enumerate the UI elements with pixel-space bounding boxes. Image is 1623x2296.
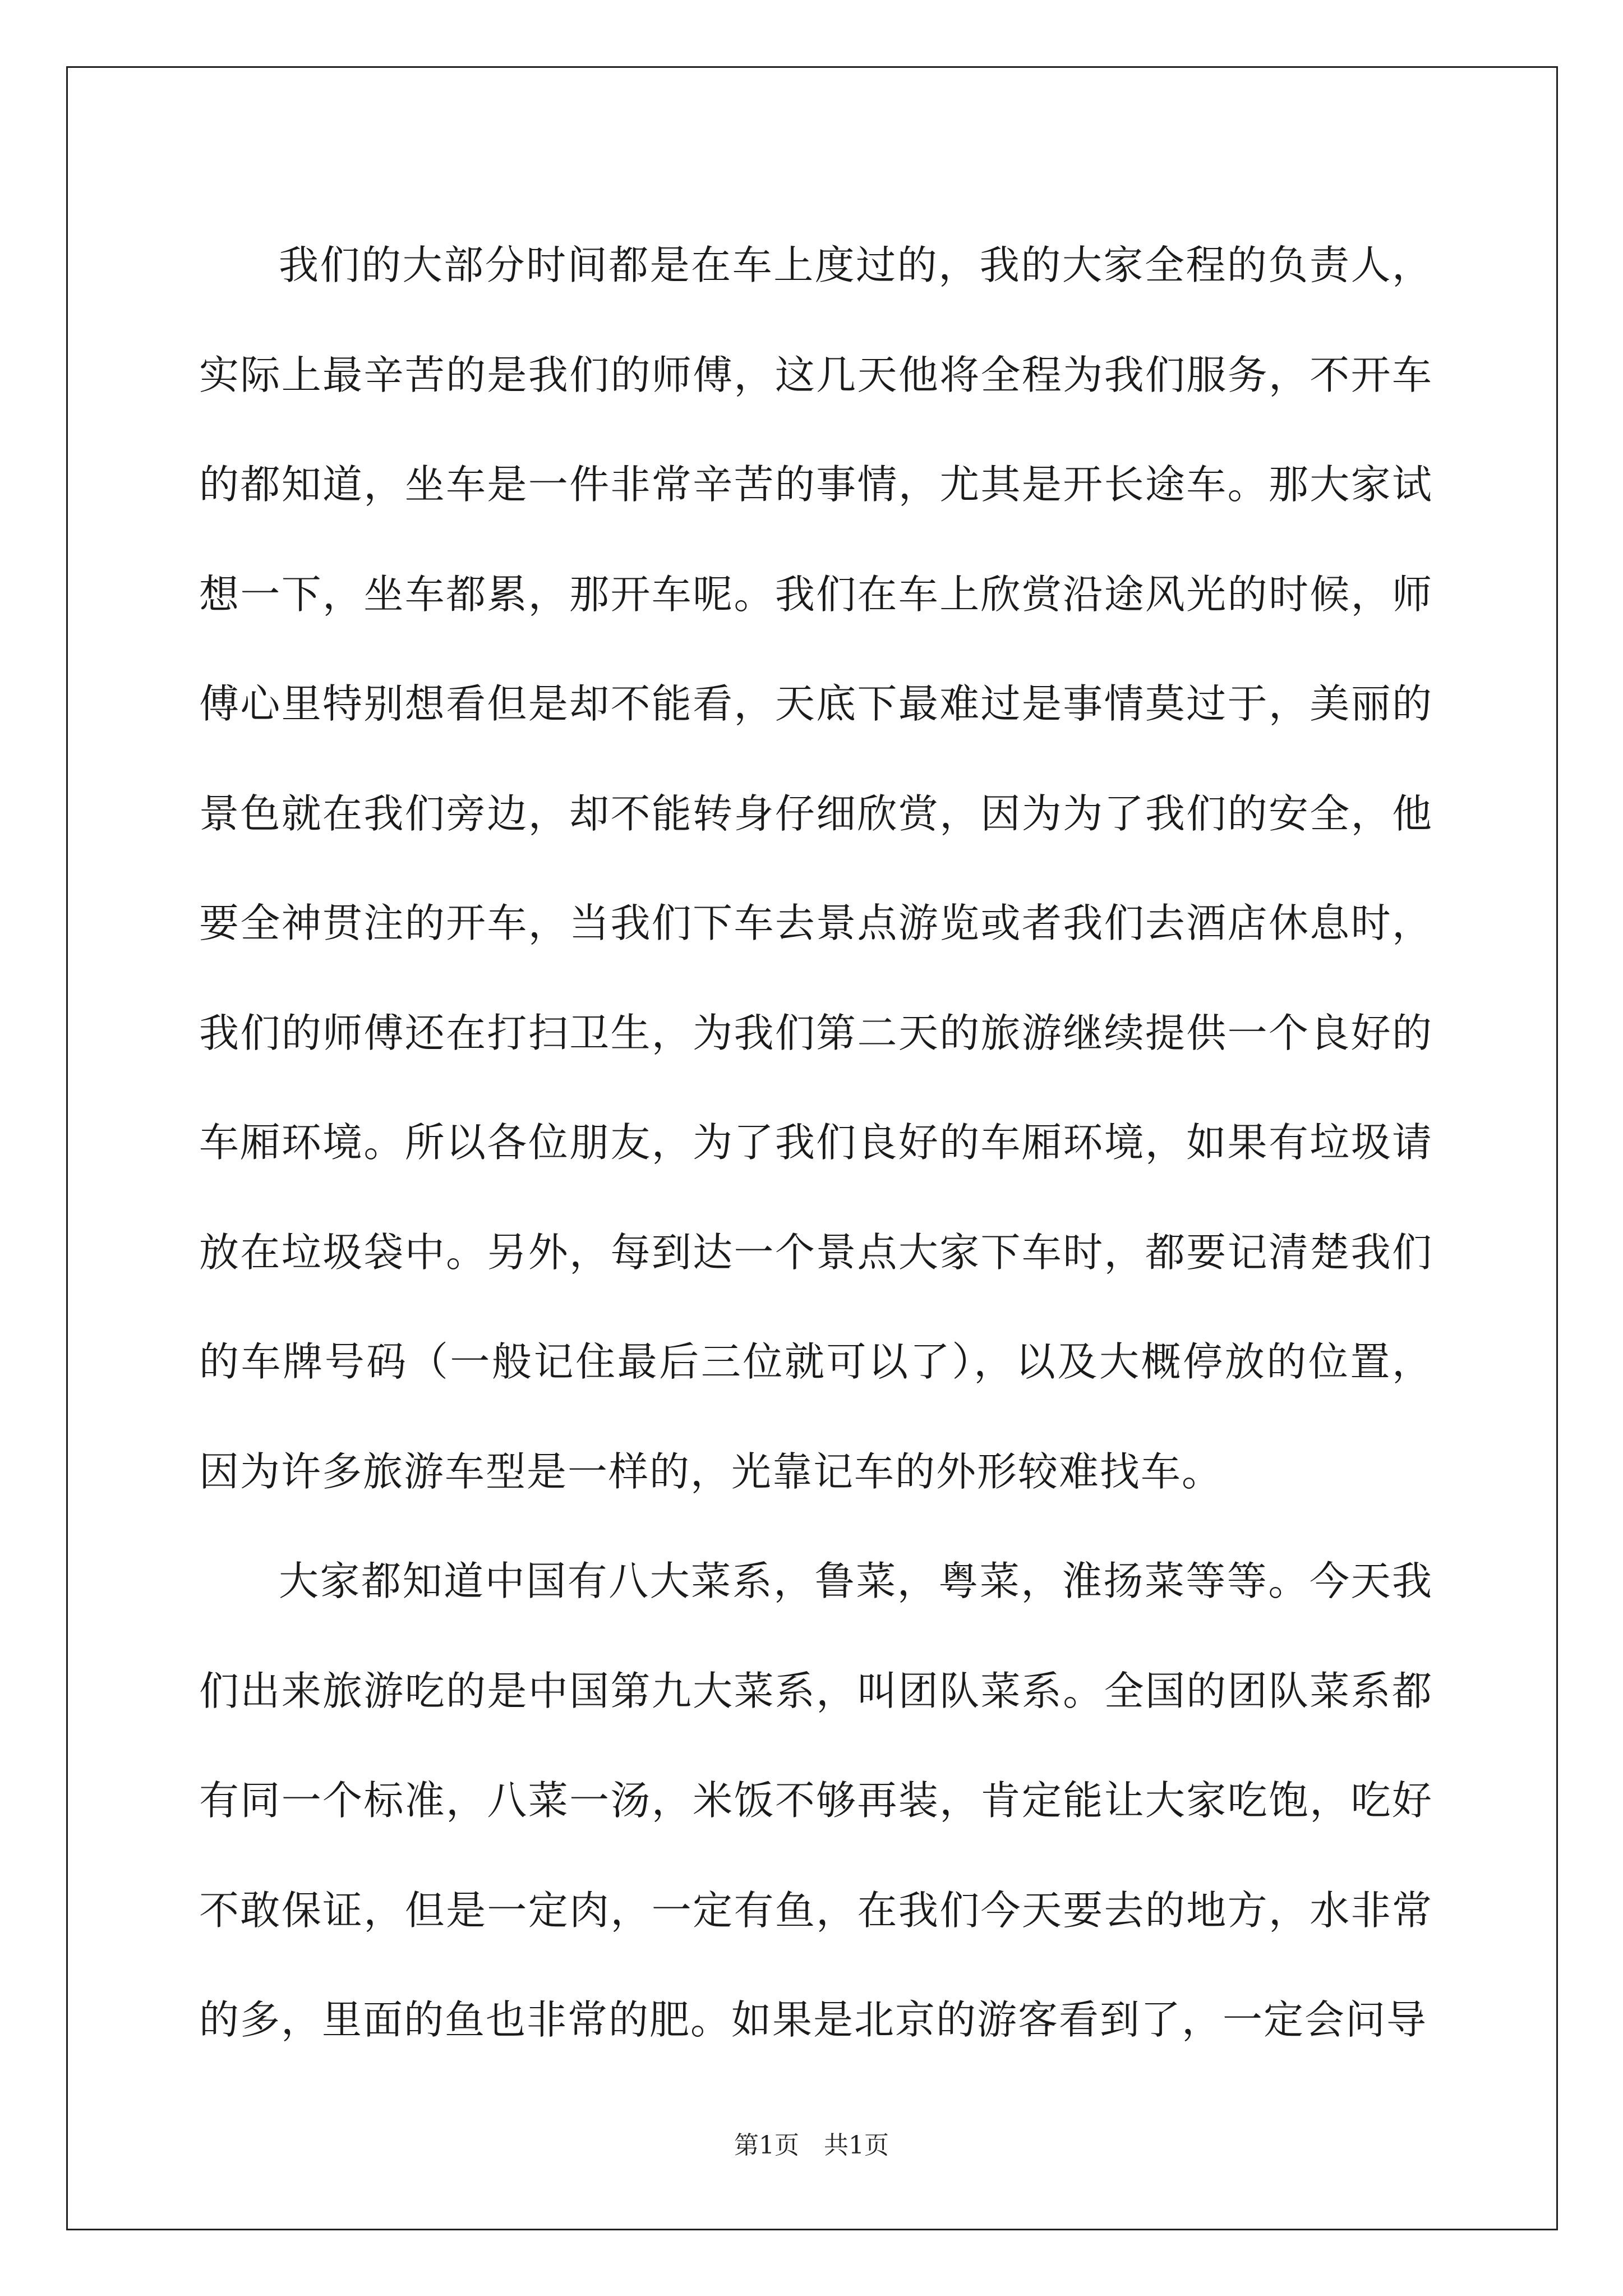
paragraph: 我们的大部分时间都是在车上度过的，我的大家全程的负责人，实际上最辛苦的是我们的师傅，这几天他将全程为我们服务，不开车的都知道，坐车是一件非常辛苦的事情，尤其是开长途车。那大家试想一下，坐车都累，那开车呢。我们在车上欣赏沿途风光的时候，师傅心里特别想看但是却不能看，天底下最难过是事情莫过于，美丽的景色就在我们旁边，却不能转身仔细欣赏，因为为了我们的安全，他要全神贯注的开车，当我们下车去景点游览或者我们去酒店休息时，我们的师傅还在打扫卫生，为我们第二天的旅游继续提供一个良好的车厢环境。所以各位朋友，为了我们良好的车厢环境，如果有垃圾请放在垃圾袋中。另外，每到达一个景点大家下车时，都要记清楚我们的车牌号码（一般记住最后三位就可以了），以及大概停放的位置，因为许多旅游车型是一样的，光靠记车的外形较难找车。 [199, 242, 1433, 1495]
paragraph: 大家都知道中国有八大菜系，鲁菜，粤菜，淮扬菜等等。今天我们出来旅游吃的是中国第九大菜系，叫团队菜系。全国的团队菜系都有同一个标准，八菜一汤，米饭不够再装，肯定能让大家吃饱，吃好不敢保证，但是一定肉，一定有鱼，在我们今天要去的地方，水非常的多，里面的鱼也非常的肥。如果是北京的游客看到了，一定会问导 [199, 1558, 1433, 2043]
page-footer [0, 2129, 1623, 2162]
page-number-label: 第1页 共1页 [734, 2131, 889, 2160]
document-body [199, 210, 1433, 2075]
